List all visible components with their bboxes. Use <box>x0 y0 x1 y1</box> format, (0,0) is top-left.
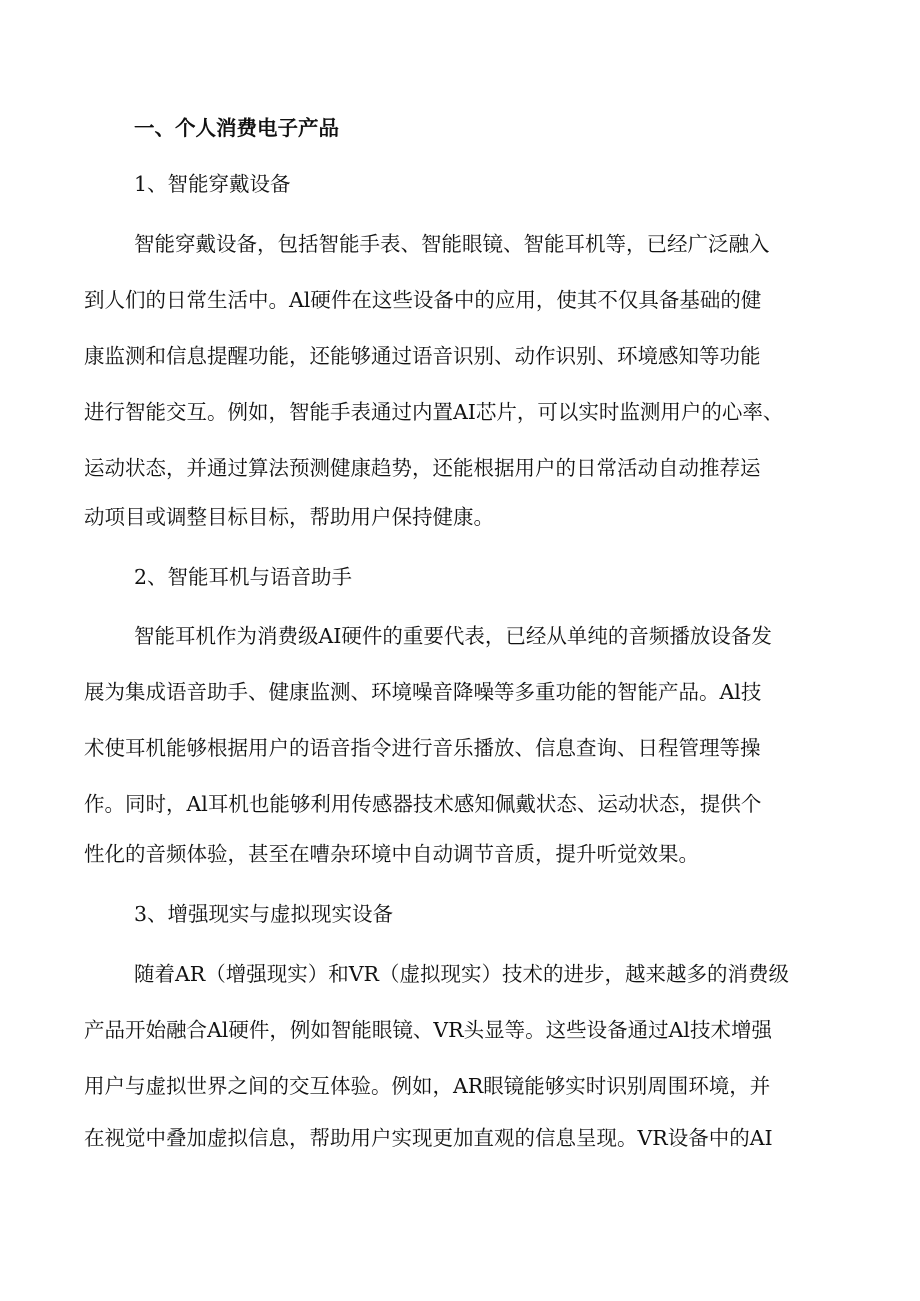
paragraph-1-line-6: 动项目或调整目标目标，帮助用户保持健康。 <box>84 505 494 529</box>
paragraph-1-line-3: 康监测和信息提醒功能，还能够通过语音识别、动作识别、环境感知等功能 <box>84 344 761 368</box>
subsection-title-1: 1、智能穿戴设备 <box>134 172 291 196</box>
paragraph-3-line-3: 用户与虚拟世界之间的交互体验。例如，AR眼镜能够实时识别周围环境，并 <box>84 1074 771 1098</box>
paragraph-2-line-2: 展为集成语音助手、健康监测、环境噪音降噪等多重功能的智能产品。Al技 <box>84 680 762 704</box>
paragraph-1-line-1: 智能穿戴设备，包括智能手表、智能眼镜、智能耳机等，已经广泛融入 <box>134 232 770 256</box>
paragraph-1-line-2: 到人们的日常生活中。Al硬件在这些设备中的应用，使其不仅具备基础的健 <box>84 288 762 312</box>
paragraph-1-line-4: 进行智能交互。例如，智能手表通过内置AI芯片，可以实时监测用户的心率、 <box>84 400 784 424</box>
paragraph-3-line-1: 随着AR（增强现实）和VR（虚拟现实）技术的进步，越来越多的消费级 <box>134 962 789 986</box>
paragraph-2-line-1: 智能耳机作为消费级AI硬件的重要代表，已经从单纯的音频播放设备发 <box>134 624 772 648</box>
subsection-title-2: 2、智能耳机与语音助手 <box>134 565 353 589</box>
paragraph-2-line-5: 性化的音频体验，甚至在嘈杂环境中自动调节音质，提升听觉效果。 <box>84 842 699 866</box>
paragraph-3-line-4: 在视觉中叠加虚拟信息，帮助用户实现更加直观的信息呈现。VR设备中的AI <box>84 1126 773 1150</box>
subsection-title-3: 3、增强现实与虚拟现实设备 <box>134 902 394 926</box>
paragraph-1-line-5: 运动状态，并通过算法预测健康趋势，还能根据用户的日常活动自动推荐运 <box>84 456 761 480</box>
paragraph-2-line-3: 术使耳机能够根据用户的语音指令进行音乐播放、信息查询、日程管理等操 <box>84 736 761 760</box>
paragraph-2-line-4: 作。同时，Al耳机也能够利用传感器技术感知佩戴状态、运动状态，提供个 <box>84 792 762 816</box>
section-heading: 一、个人消费电子产品 <box>134 116 339 140</box>
paragraph-3-line-2: 产品开始融合Al硬件，例如智能眼镜、VR头显等。这些设备通过Al技术增强 <box>84 1018 772 1042</box>
